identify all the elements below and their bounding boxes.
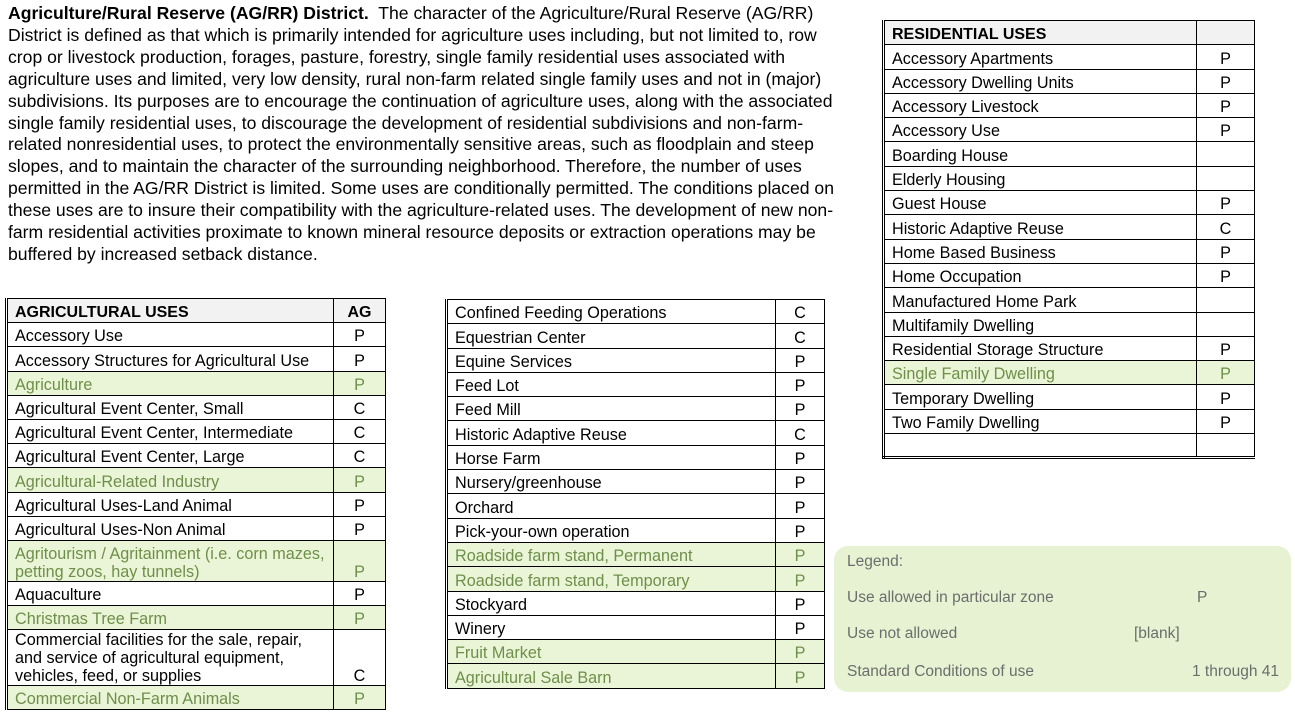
agricultural-uses-header: AGRICULTURAL USES xyxy=(7,299,334,323)
table-row xyxy=(884,45,1255,69)
use-code: P xyxy=(334,516,386,540)
use-name: Agriculture xyxy=(7,371,334,395)
table-row xyxy=(7,347,386,371)
use-name: Agricultural Uses-Non Animal xyxy=(7,516,334,540)
use-name: Two Family Dwelling xyxy=(884,409,1197,433)
table-row-highlighted xyxy=(7,606,386,630)
use-name: Historic Adaptive Reuse xyxy=(447,421,776,445)
residential-uses-table xyxy=(882,20,1255,459)
use-code: P xyxy=(334,323,386,347)
table-row-highlighted xyxy=(7,468,386,492)
table-row-highlighted xyxy=(447,567,825,591)
use-code xyxy=(1197,434,1255,458)
use-name: Accessory Use xyxy=(884,118,1197,142)
table-row xyxy=(447,470,825,494)
use-name: Feed Mill xyxy=(447,397,776,421)
use-code: P xyxy=(776,664,825,688)
use-name: Nursery/greenhouse xyxy=(447,470,776,494)
use-name: Roadside farm stand, Temporary xyxy=(447,567,776,591)
table-row xyxy=(7,419,386,443)
use-name: Home Occupation xyxy=(884,263,1197,287)
use-code xyxy=(1197,288,1255,312)
table-row xyxy=(447,421,825,445)
table-row xyxy=(884,215,1255,239)
table-row xyxy=(884,118,1255,142)
use-name: Accessory Use xyxy=(7,323,334,347)
legend-item-label: Use not allowed xyxy=(847,625,958,642)
use-name: Winery xyxy=(447,615,776,639)
use-name: Guest House xyxy=(884,191,1197,215)
table-row-highlighted xyxy=(447,664,825,688)
use-name: Confined Feeding Operations xyxy=(447,300,776,324)
use-name: Accessory Dwelling Units xyxy=(884,69,1197,93)
use-code: P xyxy=(334,492,386,516)
table-row xyxy=(7,444,386,468)
use-code: C xyxy=(334,444,386,468)
district-heading: Agriculture/Rural Reserve (AG/RR) District. xyxy=(8,3,369,23)
legend-item-label: Use allowed in particular zone xyxy=(847,589,1054,606)
use-name: Historic Adaptive Reuse xyxy=(884,215,1197,239)
use-code: P xyxy=(776,591,825,615)
use-code: P xyxy=(776,494,825,518)
use-code: P xyxy=(776,397,825,421)
use-code xyxy=(1197,166,1255,190)
use-name: Elderly Housing xyxy=(884,166,1197,190)
table-row-highlighted xyxy=(447,640,825,664)
table-row xyxy=(884,288,1255,312)
use-code: P xyxy=(1197,263,1255,287)
use-name: Accessory Livestock xyxy=(884,93,1197,117)
table-row xyxy=(884,312,1255,336)
table-row xyxy=(447,372,825,396)
use-code: P xyxy=(1197,191,1255,215)
table-row xyxy=(884,409,1255,433)
use-name: Manufactured Home Park xyxy=(884,288,1197,312)
table-row xyxy=(884,191,1255,215)
use-code: C xyxy=(334,630,386,686)
table-header-row xyxy=(884,21,1255,45)
residential-uses-header: RESIDENTIAL USES xyxy=(884,21,1197,45)
use-code: P xyxy=(1197,93,1255,117)
use-name: Home Based Business xyxy=(884,239,1197,263)
residential-column-header xyxy=(1197,21,1255,45)
use-code: C xyxy=(776,300,825,324)
district-body: The character of the Agriculture/Rural Reserve (AG/RR) District is defined as that which is primarily intended for agriculture uses including, but not limited to, row crop or livestock production, forages, pasture, forestry, single family residential uses associated with agriculture uses and limited, very low density, rural non-farm related single family uses and not in (major) subdivisions. Its purposes are to encourage the continuation of agriculture uses, along with the associated single family residential uses, to discourage the development of residential subdivisions and non-farm-related nonresidential uses, to protect the environmentally sensitive areas, such as floodplain and steep slopes, and to maintain the character of the surrounding neighborhood. Therefore, the number of uses permitted in the AG/RR District is limited. Some uses are conditionally permitted. The conditions placed on these uses are to insure their compatibility with the agriculture-related uses. The development of new non-farm residential activities proximate to known mineral resource deposits or extraction operations may be buffered by increased setback distance. xyxy=(8,3,834,264)
use-code: P xyxy=(1197,385,1255,409)
table-row-highlighted xyxy=(7,540,386,581)
table-row xyxy=(884,336,1255,360)
use-name: Agritourism / Agritainment (i.e. corn mazes, petting zoos, hay tunnels) xyxy=(7,540,334,581)
use-code: P xyxy=(776,372,825,396)
use-name: Boarding House xyxy=(884,142,1197,166)
use-code: P xyxy=(334,468,386,492)
legend-item-value: P xyxy=(1197,589,1208,606)
use-name: Agricultural Event Center, Small xyxy=(7,395,334,419)
table-row xyxy=(447,591,825,615)
use-name: Equine Services xyxy=(447,348,776,372)
use-name: Accessory Structures for Agricultural Use xyxy=(7,347,334,371)
use-code: P xyxy=(334,540,386,581)
use-code: C xyxy=(1197,215,1255,239)
table-row xyxy=(7,492,386,516)
table-row xyxy=(447,324,825,348)
use-name: Agricultural Event Center, Large xyxy=(7,444,334,468)
table-row-highlighted xyxy=(7,371,386,395)
use-code: P xyxy=(776,567,825,591)
table-row xyxy=(884,142,1255,166)
use-code: C xyxy=(776,324,825,348)
use-name: Agricultural Uses-Land Animal xyxy=(7,492,334,516)
use-name: Agricultural Sale Barn xyxy=(447,664,776,688)
table-row xyxy=(884,166,1255,190)
use-code: P xyxy=(1197,409,1255,433)
use-code: P xyxy=(1197,45,1255,69)
use-name: Residential Storage Structure xyxy=(884,336,1197,360)
use-name xyxy=(884,434,1197,458)
use-code: P xyxy=(1197,69,1255,93)
table-row xyxy=(884,93,1255,117)
table-row-highlighted xyxy=(884,361,1255,385)
table-row xyxy=(7,323,386,347)
use-code: C xyxy=(334,419,386,443)
use-name: Horse Farm xyxy=(447,445,776,469)
use-code: P xyxy=(334,347,386,371)
use-name: Accessory Apartments xyxy=(884,45,1197,69)
use-name: Multifamily Dwelling xyxy=(884,312,1197,336)
table-row xyxy=(7,630,386,686)
use-code: P xyxy=(334,371,386,395)
use-code: P xyxy=(776,542,825,566)
use-code: P xyxy=(776,445,825,469)
table-row xyxy=(447,300,825,324)
use-name: Fruit Market xyxy=(447,640,776,664)
table-row xyxy=(447,348,825,372)
legend-item-label: Standard Conditions of use xyxy=(847,663,1034,680)
district-description xyxy=(8,3,846,266)
use-code: P xyxy=(334,606,386,630)
use-name: Christmas Tree Farm xyxy=(7,606,334,630)
legend-item-value: [blank] xyxy=(1134,625,1180,642)
use-name: Single Family Dwelling xyxy=(884,361,1197,385)
use-name: Commercial facilities for the sale, repair, and service of agricultural equipment, vehicles, feed, or supplies xyxy=(7,630,334,686)
table-header-row xyxy=(7,299,386,323)
table-row xyxy=(447,494,825,518)
legend-title: Legend: xyxy=(847,553,904,570)
use-code: P xyxy=(1197,361,1255,385)
table-row xyxy=(884,385,1255,409)
use-code: P xyxy=(1197,336,1255,360)
use-name: Orchard xyxy=(447,494,776,518)
use-code: P xyxy=(1197,118,1255,142)
use-code: P xyxy=(776,470,825,494)
legend-item-value: 1 through 41 xyxy=(1192,663,1280,680)
table-row xyxy=(7,516,386,540)
use-name: Equestrian Center xyxy=(447,324,776,348)
table-row-highlighted xyxy=(447,542,825,566)
table-row xyxy=(447,615,825,639)
use-code xyxy=(1197,312,1255,336)
use-code xyxy=(1197,142,1255,166)
use-code: C xyxy=(776,421,825,445)
table-row xyxy=(447,397,825,421)
use-name: Roadside farm stand, Permanent xyxy=(447,542,776,566)
use-name: Agricultural-Related Industry xyxy=(7,468,334,492)
use-code: P xyxy=(776,640,825,664)
use-name: Pick-your-own operation xyxy=(447,518,776,542)
use-code: P xyxy=(776,348,825,372)
use-name: Stockyard xyxy=(447,591,776,615)
ag-column-header: AG xyxy=(334,299,386,323)
use-name: Agricultural Event Center, Intermediate xyxy=(7,419,334,443)
use-code: C xyxy=(334,395,386,419)
use-name: Aquaculture xyxy=(7,581,334,605)
table-row-empty xyxy=(884,434,1255,458)
table-row xyxy=(884,263,1255,287)
use-code: P xyxy=(334,581,386,605)
table-row xyxy=(7,581,386,605)
table-row xyxy=(447,445,825,469)
use-name: Commercial Non-Farm Animals xyxy=(7,686,334,710)
table-row-highlighted xyxy=(7,686,386,710)
legend-box xyxy=(834,546,1291,692)
agricultural-uses-table-continued xyxy=(445,299,825,689)
use-code: P xyxy=(776,615,825,639)
use-code: P xyxy=(1197,239,1255,263)
use-code: P xyxy=(334,686,386,710)
use-code: P xyxy=(776,518,825,542)
table-row xyxy=(447,518,825,542)
agricultural-uses-table xyxy=(5,298,386,710)
table-row xyxy=(884,239,1255,263)
use-name: Feed Lot xyxy=(447,372,776,396)
use-name: Temporary Dwelling xyxy=(884,385,1197,409)
table-row xyxy=(7,395,386,419)
table-row xyxy=(884,69,1255,93)
